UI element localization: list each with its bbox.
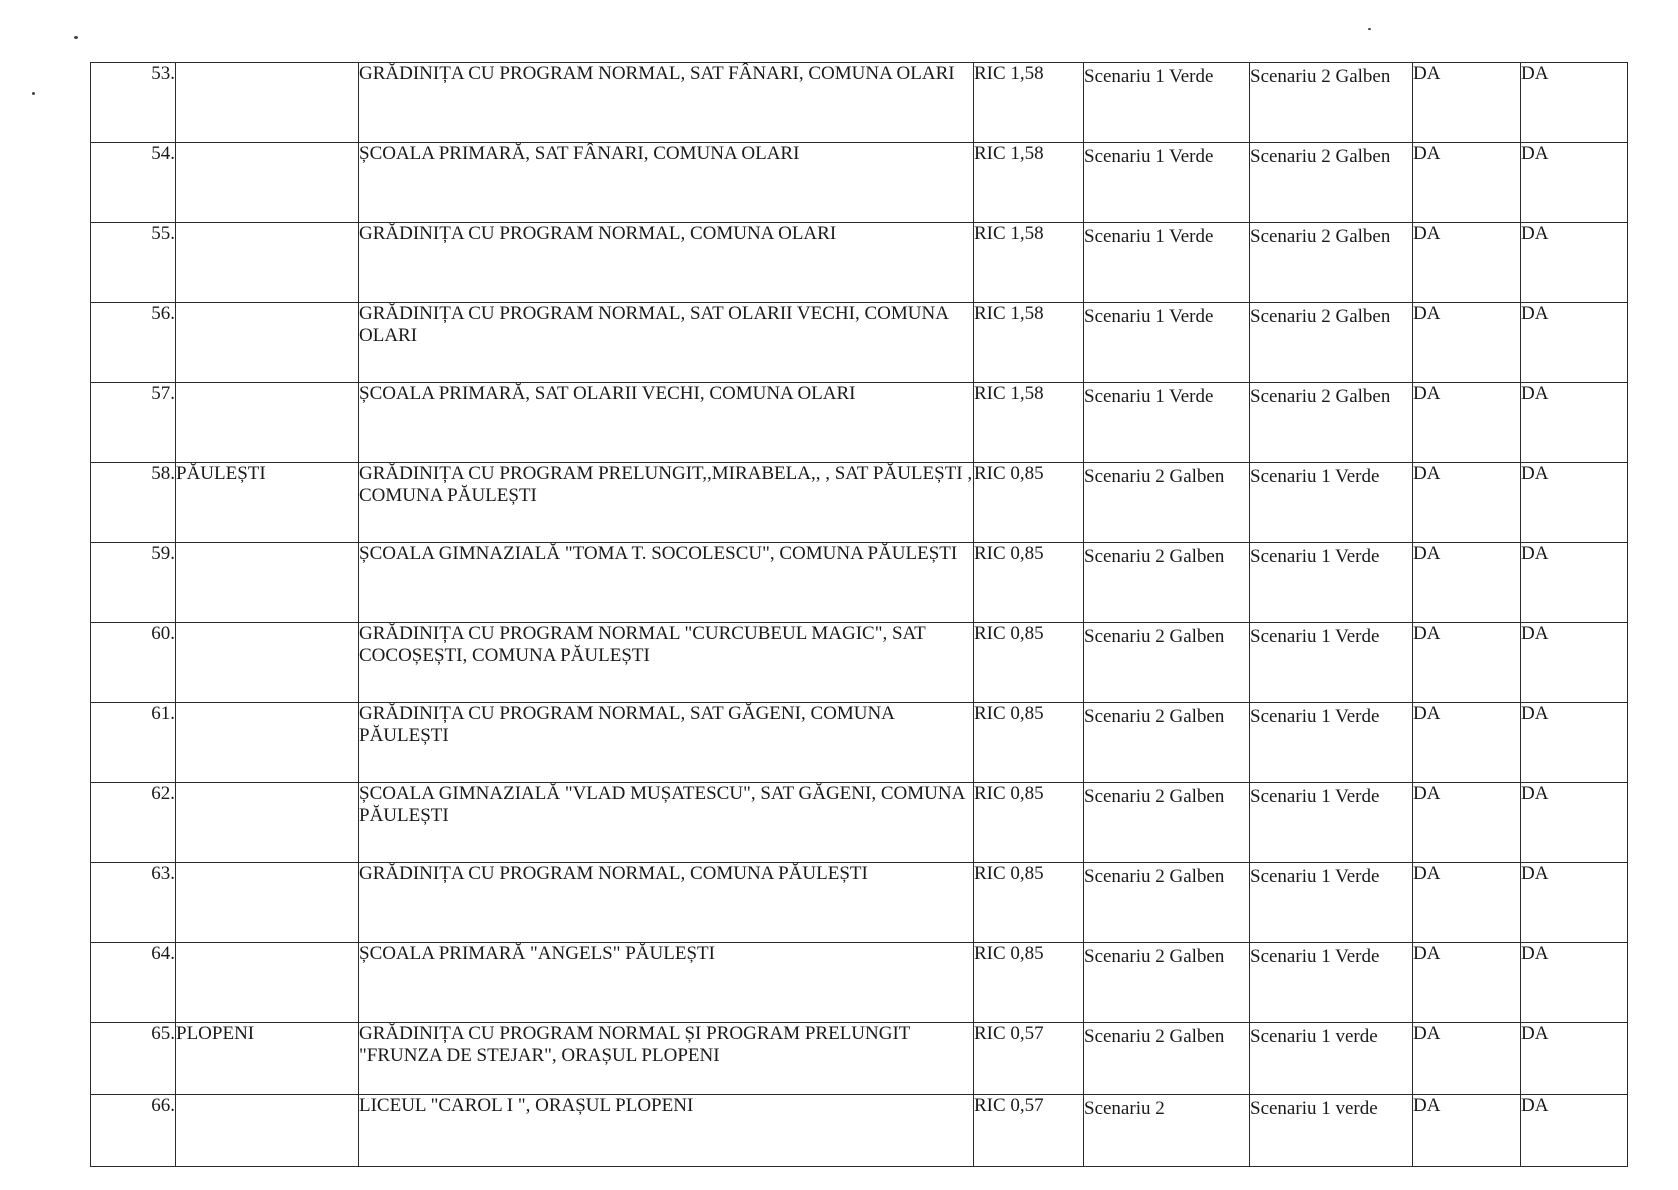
school-name: LICEUL "CAROL I ", ORAȘUL PLOPENI <box>359 1095 694 1116</box>
da-2-cell <box>1521 623 1628 703</box>
scenario-b-cell <box>1250 223 1413 303</box>
da-1: DA <box>1413 943 1441 964</box>
row-number-cell <box>91 623 176 703</box>
school-name-cell <box>359 863 974 943</box>
school-name: GRĂDINIȚA CU PROGRAM NORMAL "CURCUBEUL MAGIC", SAT COCOȘEȘTI, COMUNA PĂULEȘTI <box>359 623 926 666</box>
scenario-b-cell <box>1250 623 1413 703</box>
ric-cell <box>974 1095 1084 1167</box>
da-2: DA <box>1521 1095 1549 1116</box>
locality: PĂULEȘTI <box>176 463 266 484</box>
da-2-cell <box>1521 223 1628 303</box>
scenario-b: Scenariu 1 verde <box>1250 1098 1378 1119</box>
da-1: DA <box>1413 63 1441 84</box>
school-name-cell <box>359 223 974 303</box>
scenario-a: Scenariu 1 Verde <box>1084 386 1214 407</box>
row-number-cell <box>91 543 176 623</box>
row-number: 66. <box>151 1095 175 1116</box>
school-name-cell <box>359 783 974 863</box>
da-1-cell <box>1413 1023 1521 1095</box>
locality-cell <box>176 703 359 783</box>
scenario-b-cell <box>1250 463 1413 543</box>
da-2-cell <box>1521 703 1628 783</box>
scenario-b-cell <box>1250 143 1413 223</box>
da-1-cell <box>1413 143 1521 223</box>
row-number: 61. <box>151 703 175 724</box>
da-1-cell <box>1413 303 1521 383</box>
row-number-cell <box>91 1095 176 1167</box>
da-1-cell <box>1413 783 1521 863</box>
school-name: ȘCOALA PRIMARĂ, SAT OLARII VECHI, COMUNA OLARI <box>359 383 856 404</box>
da-1-cell <box>1413 223 1521 303</box>
locality-cell <box>176 223 359 303</box>
school-name-cell <box>359 303 974 383</box>
table-row <box>91 1095 1628 1167</box>
da-2-cell <box>1521 383 1628 463</box>
locality-cell <box>176 863 359 943</box>
scenario-a: Scenariu 2 Galben <box>1084 626 1225 647</box>
row-number: 55. <box>151 223 175 244</box>
da-1-cell <box>1413 703 1521 783</box>
scenario-a-cell <box>1084 703 1250 783</box>
scenario-a: Scenariu 2 Galben <box>1084 1026 1225 1047</box>
school-name-cell <box>359 463 974 543</box>
table-row <box>91 303 1628 383</box>
locality-cell <box>176 623 359 703</box>
ric-value: RIC 0,57 <box>974 1095 1044 1116</box>
ric-value: RIC 0,85 <box>974 943 1044 964</box>
scenario-a: Scenariu 1 Verde <box>1084 146 1214 167</box>
ric-cell <box>974 383 1084 463</box>
scenario-a: Scenariu 2 Galben <box>1084 706 1225 727</box>
table-row <box>91 143 1628 223</box>
table-row <box>91 703 1628 783</box>
ric-value: RIC 0,57 <box>974 1023 1044 1044</box>
school-name: ȘCOALA GIMNAZIALĂ "TOMA T. SOCOLESCU", COMUNA PĂULEȘTI <box>359 543 958 564</box>
da-2: DA <box>1521 463 1549 484</box>
ric-cell <box>974 63 1084 143</box>
locality-cell <box>176 463 359 543</box>
ric-value: RIC 0,85 <box>974 863 1044 884</box>
da-1-cell <box>1413 383 1521 463</box>
ric-cell <box>974 1023 1084 1095</box>
scenario-a-cell <box>1084 623 1250 703</box>
locality-cell <box>176 1095 359 1167</box>
da-2: DA <box>1521 943 1549 964</box>
ric-value: RIC 0,85 <box>974 783 1044 804</box>
scenario-a-cell <box>1084 383 1250 463</box>
da-1: DA <box>1413 303 1441 324</box>
da-2: DA <box>1521 1023 1549 1044</box>
da-1: DA <box>1413 543 1441 564</box>
table-row <box>91 1023 1628 1095</box>
scenario-b-cell <box>1250 63 1413 143</box>
school-name-cell <box>359 543 974 623</box>
table-row <box>91 63 1628 143</box>
scenario-a: Scenariu 2 Galben <box>1084 866 1225 887</box>
da-2-cell <box>1521 463 1628 543</box>
school-name: ȘCOALA PRIMARĂ "ANGELS" PĂULEȘTI <box>359 943 715 964</box>
row-number-cell <box>91 943 176 1023</box>
da-1: DA <box>1413 143 1441 164</box>
ric-cell <box>974 783 1084 863</box>
da-2: DA <box>1521 63 1549 84</box>
da-1-cell <box>1413 863 1521 943</box>
da-1: DA <box>1413 1023 1441 1044</box>
school-name-cell <box>359 63 974 143</box>
row-number: 59. <box>151 543 175 564</box>
ric-cell <box>974 223 1084 303</box>
scenario-a: Scenariu 2 Galben <box>1084 786 1225 807</box>
da-1-cell <box>1413 1095 1521 1167</box>
scenario-a: Scenariu 1 Verde <box>1084 306 1214 327</box>
da-2: DA <box>1521 623 1549 644</box>
scenario-b: Scenariu 2 Galben <box>1250 226 1391 247</box>
row-number-cell <box>91 863 176 943</box>
scenario-b: Scenariu 1 Verde <box>1250 866 1380 887</box>
scenario-b: Scenariu 1 Verde <box>1250 786 1380 807</box>
scan-speck <box>74 36 78 39</box>
row-number-cell <box>91 463 176 543</box>
da-2: DA <box>1521 223 1549 244</box>
scenario-b: Scenariu 1 verde <box>1250 1026 1378 1047</box>
da-2-cell <box>1521 1023 1628 1095</box>
scenario-a: Scenariu 2 <box>1084 1098 1165 1119</box>
scenario-b: Scenariu 1 Verde <box>1250 466 1380 487</box>
row-number: 65. <box>151 1023 175 1044</box>
da-2-cell <box>1521 63 1628 143</box>
ric-cell <box>974 863 1084 943</box>
scenario-b-cell <box>1250 303 1413 383</box>
da-2: DA <box>1521 863 1549 884</box>
locality-cell <box>176 143 359 223</box>
scenario-b: Scenariu 2 Galben <box>1250 66 1391 87</box>
locality-cell <box>176 543 359 623</box>
row-number-cell <box>91 223 176 303</box>
scenario-a-cell <box>1084 863 1250 943</box>
scenario-b: Scenariu 2 Galben <box>1250 386 1391 407</box>
ric-cell <box>974 623 1084 703</box>
da-2: DA <box>1521 143 1549 164</box>
scenario-a-cell <box>1084 223 1250 303</box>
da-1: DA <box>1413 383 1441 404</box>
da-2: DA <box>1521 383 1549 404</box>
da-2-cell <box>1521 943 1628 1023</box>
school-name-cell <box>359 623 974 703</box>
scenario-b-cell <box>1250 703 1413 783</box>
school-name: ȘCOALA PRIMARĂ, SAT FÂNARI, COMUNA OLARI <box>359 143 800 164</box>
scenario-a: Scenariu 2 Galben <box>1084 546 1225 567</box>
ric-value: RIC 0,85 <box>974 623 1044 644</box>
table-body <box>91 63 1628 1167</box>
da-2: DA <box>1521 783 1549 804</box>
row-number-cell <box>91 63 176 143</box>
scenario-b: Scenariu 1 Verde <box>1250 946 1380 967</box>
scenario-a: Scenariu 1 Verde <box>1084 66 1214 87</box>
school-name-cell <box>359 383 974 463</box>
scenario-a: Scenariu 1 Verde <box>1084 226 1214 247</box>
da-1: DA <box>1413 1095 1441 1116</box>
row-number-cell <box>91 143 176 223</box>
scenario-b: Scenariu 1 Verde <box>1250 706 1380 727</box>
ric-value: RIC 1,58 <box>974 303 1044 324</box>
scenario-a: Scenariu 2 Galben <box>1084 946 1225 967</box>
da-1-cell <box>1413 63 1521 143</box>
da-2-cell <box>1521 783 1628 863</box>
ric-cell <box>974 143 1084 223</box>
ric-cell <box>974 463 1084 543</box>
school-name: GRĂDINIȚA CU PROGRAM NORMAL, COMUNA PĂULEȘTI <box>359 863 868 884</box>
row-number-cell <box>91 1023 176 1095</box>
scenario-b-cell <box>1250 943 1413 1023</box>
ric-cell <box>974 943 1084 1023</box>
da-2: DA <box>1521 703 1549 724</box>
locality: PLOPENI <box>176 1023 255 1044</box>
scenario-b: Scenariu 2 Galben <box>1250 306 1391 327</box>
table-row <box>91 543 1628 623</box>
row-number: 63. <box>151 863 175 884</box>
scan-speck <box>1368 28 1371 30</box>
row-number: 56. <box>151 303 175 324</box>
scenario-a-cell <box>1084 463 1250 543</box>
locality-cell <box>176 943 359 1023</box>
da-2-cell <box>1521 543 1628 623</box>
ric-value: RIC 1,58 <box>974 63 1044 84</box>
scenario-a-cell <box>1084 943 1250 1023</box>
school-name-cell <box>359 1095 974 1167</box>
locality-cell <box>176 783 359 863</box>
ric-cell <box>974 703 1084 783</box>
row-number-cell <box>91 303 176 383</box>
scenario-b: Scenariu 2 Galben <box>1250 146 1391 167</box>
school-name-cell <box>359 143 974 223</box>
scenario-b-cell <box>1250 783 1413 863</box>
scenario-b-cell <box>1250 543 1413 623</box>
da-2-cell <box>1521 1095 1628 1167</box>
school-name-cell <box>359 1023 974 1095</box>
row-number: 62. <box>151 783 175 804</box>
table-row <box>91 463 1628 543</box>
scenario-a: Scenariu 2 Galben <box>1084 466 1225 487</box>
scenario-a-cell <box>1084 303 1250 383</box>
school-name-cell <box>359 943 974 1023</box>
row-number-cell <box>91 383 176 463</box>
da-2: DA <box>1521 303 1549 324</box>
row-number: 53. <box>151 63 175 84</box>
da-1: DA <box>1413 703 1441 724</box>
school-name: GRĂDINIȚA CU PROGRAM NORMAL, SAT OLARII VECHI, COMUNA OLARI <box>359 303 948 346</box>
row-number: 57. <box>151 383 175 404</box>
locality-cell <box>176 1023 359 1095</box>
scenario-a-cell <box>1084 1023 1250 1095</box>
table-row <box>91 863 1628 943</box>
row-number: 54. <box>151 143 175 164</box>
ric-value: RIC 1,58 <box>974 223 1044 244</box>
table-row <box>91 783 1628 863</box>
school-name-cell <box>359 703 974 783</box>
table-row <box>91 943 1628 1023</box>
da-1-cell <box>1413 543 1521 623</box>
table-row <box>91 223 1628 303</box>
ric-value: RIC 0,85 <box>974 703 1044 724</box>
row-number-cell <box>91 703 176 783</box>
locality-cell <box>176 383 359 463</box>
row-number: 58. <box>151 463 175 484</box>
da-2-cell <box>1521 863 1628 943</box>
da-1-cell <box>1413 943 1521 1023</box>
scan-speck <box>32 92 35 95</box>
row-number-cell <box>91 783 176 863</box>
school-name: GRĂDINIȚA CU PROGRAM NORMAL ȘI PROGRAM PRELUNGIT "FRUNZA DE STEJAR", ORAȘUL PLOPENI <box>359 1023 911 1066</box>
school-name: GRĂDINIȚA CU PROGRAM NORMAL, SAT GĂGENI, COMUNA PĂULEȘTI <box>359 703 894 746</box>
scenario-a-cell <box>1084 783 1250 863</box>
ric-value: RIC 1,58 <box>974 383 1044 404</box>
scenario-a-cell <box>1084 1095 1250 1167</box>
school-name: GRĂDINIȚA CU PROGRAM NORMAL, COMUNA OLARI <box>359 223 837 244</box>
da-1: DA <box>1413 463 1441 484</box>
schools-table <box>90 62 1628 1167</box>
scenario-b-cell <box>1250 863 1413 943</box>
scenario-b-cell <box>1250 1095 1413 1167</box>
ric-value: RIC 0,85 <box>974 463 1044 484</box>
ric-cell <box>974 543 1084 623</box>
ric-cell <box>974 303 1084 383</box>
ric-value: RIC 1,58 <box>974 143 1044 164</box>
locality-cell <box>176 303 359 383</box>
scenario-a-cell <box>1084 63 1250 143</box>
scenario-a-cell <box>1084 143 1250 223</box>
da-1: DA <box>1413 623 1441 644</box>
scenario-b-cell <box>1250 1023 1413 1095</box>
da-2-cell <box>1521 303 1628 383</box>
ric-value: RIC 0,85 <box>974 543 1044 564</box>
da-2: DA <box>1521 543 1549 564</box>
locality-cell <box>176 63 359 143</box>
school-name: ȘCOALA GIMNAZIALĂ "VLAD MUȘATESCU", SAT GĂGENI, COMUNA PĂULEȘTI <box>359 783 965 826</box>
da-2-cell <box>1521 143 1628 223</box>
da-1: DA <box>1413 783 1441 804</box>
scenario-b: Scenariu 1 Verde <box>1250 546 1380 567</box>
da-1-cell <box>1413 463 1521 543</box>
table-row <box>91 383 1628 463</box>
scenario-a-cell <box>1084 543 1250 623</box>
da-1: DA <box>1413 223 1441 244</box>
row-number: 60. <box>151 623 175 644</box>
da-1-cell <box>1413 623 1521 703</box>
school-name: GRĂDINIȚA CU PROGRAM PRELUNGIT,,MIRABELA,, , SAT PĂULEȘTI , COMUNA PĂULEȘTI <box>359 463 973 506</box>
table-row <box>91 623 1628 703</box>
scenario-b-cell <box>1250 383 1413 463</box>
da-1: DA <box>1413 863 1441 884</box>
row-number: 64. <box>151 943 175 964</box>
scenario-b: Scenariu 1 Verde <box>1250 626 1380 647</box>
school-name: GRĂDINIȚA CU PROGRAM NORMAL, SAT FÂNARI, COMUNA OLARI <box>359 63 955 84</box>
